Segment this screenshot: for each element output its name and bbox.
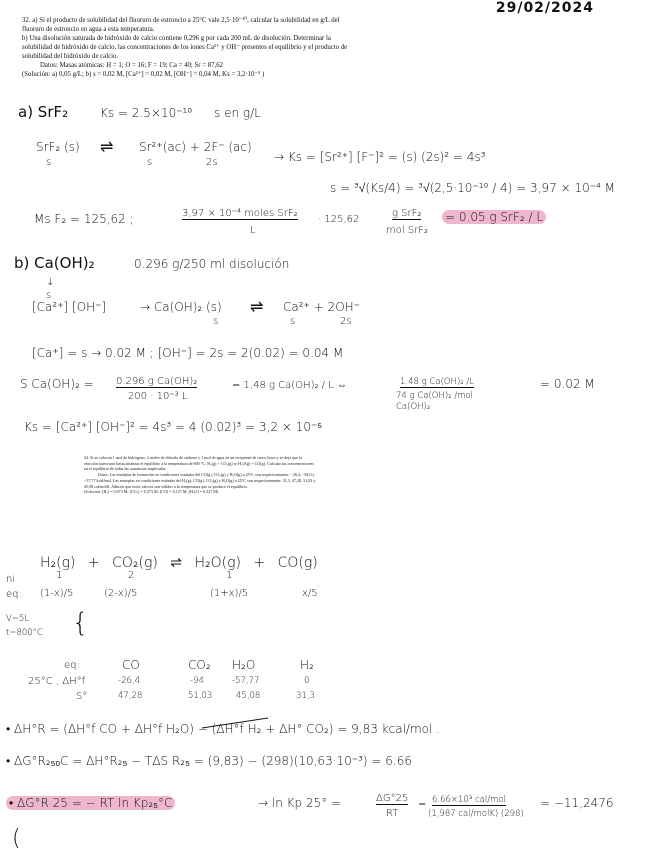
thermo-s-co2: 51,03	[188, 691, 213, 701]
part-b-s-3: 2s	[340, 316, 352, 327]
part-a-conv-denominator: L	[250, 225, 256, 236]
ni-h2o: 1	[226, 570, 233, 581]
part-a-molar-mass: Ms F₂ = 125,62 ;	[34, 212, 134, 226]
thermo-dhf-co2: -94	[190, 676, 204, 686]
part-a-s-1: s	[46, 157, 52, 168]
part-b-concentrations: [Ca²⁺] [OH⁻]	[32, 300, 107, 314]
thermo-dhf-co: -26,4	[118, 676, 140, 686]
ni-co2: 2	[128, 570, 135, 581]
eq-label: eq:	[6, 589, 22, 600]
part-b-eq-right: Ca²⁺ + 2OH⁻	[283, 300, 360, 314]
part-b-s-denominator: 200 · 10⁻³ L	[128, 391, 188, 402]
ni-h2: 1	[56, 570, 63, 581]
delta-h-line: • ΔH°R = (ΔH°f CO + ΔH°f H₂O) − (ΔH°f H₂ + ΔH° CO₂) = 9,83 kcal/mol .	[6, 722, 440, 736]
problem-32-data: Datos: Masas atómicas: H = 1; O = 16; F = 19; Ca = 40; Sr = 87,62	[40, 62, 224, 69]
delta-g-line: • ΔG°R₂₅ₒC = ΔH°R₂₅ − TΔS R₂₅ = (9,83) − (298)(10,63·10⁻³) = 6.66	[6, 754, 413, 768]
part-b-s-label: S Ca(OH)₂ =	[20, 377, 94, 391]
problem-32-part-a: 32. a) Si el producto de solubilidad del fluoruro de estroncio a 25°C vale 2,5·10⁻¹⁰, calcular la solubilidad en g/L del fluoruro de estroncio en agua a esta temperatura.	[22, 17, 340, 33]
part-a-eq-left: SrF₂ (s)	[36, 140, 80, 154]
thermo-header-label: eq:	[64, 660, 80, 671]
part-b-s-mid: = 1,48 g Ca(OH)₂ / L ⇔	[232, 380, 347, 391]
lnk-mid: → ln Kp 25° =	[258, 796, 342, 810]
part-b-s-2: s	[290, 316, 296, 327]
thermo-dhf-h2: 0	[304, 676, 310, 686]
part-b-eq-arrow: ⇌	[250, 297, 264, 316]
problem-34-solution: (Solución: [H₂] = 0,073 M; [CO₂] = 0,273 M; [CO] = 0,127 M; [H₂O] = 0,327 M)	[84, 489, 219, 495]
part-a-ask: s en g/L	[214, 106, 261, 120]
part-b-s-numerator-2: 1.48 g Ca(OH)₂ /L	[400, 377, 474, 387]
thermo-col-h2o: H₂O	[232, 658, 256, 672]
part-a-heading: a) SrF₂	[18, 103, 69, 121]
eq-co2: (2-x)/5	[104, 588, 138, 599]
thermo-row1-label: 25°C , ΔH°f	[28, 676, 86, 687]
thermo-s-h2o: 45,08	[236, 691, 261, 701]
eq-h2: (1-x)/5	[40, 588, 74, 599]
part-a-conv-numerator: 3,97 × 10⁻⁴ moles SrF₂	[182, 208, 298, 219]
thermo-col-co: CO	[122, 658, 140, 672]
equilibrium-reaction: H₂(g) + CO₂(g) ⇌ H₂O(g) + CO(g)	[40, 555, 318, 571]
part-b-ks-line: Ks = [Ca²⁺] [OH⁻]² = 4s³ = 4 (0.02)³ = 3,2 × 10⁻⁵	[24, 420, 323, 434]
problem-34-data: Datos: Las entalpías de formación en condiciones estándar del CO(g), CO₂(g) y H₂O(g) a 25°C son respectivamente: −26,4, −94,0 y −57,77 kcal/mol. Las entropías en condiciones estándar del H₂(g), CO(g), CO₂(g) y H₂O(g) a 25°C son respectivamente: 31,3, 47,28, 51,03 y 45,08 cal/molK. Admitir que estos valores son válidos a la temperatura que se produce el equilibrio.	[84, 472, 316, 489]
lnk-denominator: RT	[386, 808, 399, 819]
part-b-heading: b) Ca(OH)₂	[14, 254, 95, 272]
volume: V=5L	[6, 614, 30, 624]
part-a-ks-expression: → Ks = [Sr²⁺] [F⁻]² = (s) (2s)² = 4s³	[274, 150, 486, 164]
part-b-arrow-s: ↓ s	[46, 277, 55, 301]
part-a-conv-numerator-2: g SrF₂	[392, 208, 422, 219]
part-a-result-highlight: = 0.05 g SrF₂ / L	[442, 210, 546, 224]
part-a-eq-right: Sr²⁺(ac) + 2F⁻ (ac)	[139, 140, 252, 154]
strike-through-h2	[202, 718, 268, 728]
part-a-conv-denominator-2: mol SrF₂	[386, 225, 429, 236]
part-a-eq-arrow: ⇌	[100, 137, 114, 156]
thermo-s-co: 47,28	[118, 691, 143, 701]
part-a-ks: Ks = 2.5×10⁻¹⁰	[100, 106, 193, 120]
lnk-result: = −11,2476	[540, 796, 614, 810]
lnk-denominator-2: (1,987 cal/molK) (298)	[428, 809, 524, 819]
part-b-s-numerator: 0.296 g Ca(OH)₂	[116, 376, 198, 387]
part-b-s-denominator-2: 74 g Ca(OH)₂ /mol Ca(OH)₂	[396, 391, 473, 412]
part-a-s-2: s	[147, 157, 153, 168]
brace: {	[72, 608, 89, 638]
part-b-given: 0.296 g/250 ml disolución	[134, 257, 290, 271]
part-a-conv-mid: · 125,62	[318, 214, 360, 225]
problem-32-solution: (Solución: a) 0,05 g/L; b) s = 0,02 M, [Ca²⁺] = 0,02 M, [OH⁻] = 0,04 M, Ks = 3,2·10⁻⁵ )	[22, 71, 265, 78]
date: 29/02/2024	[495, 0, 594, 16]
lnk-equals: =	[418, 799, 427, 810]
thermo-row2-label: S°	[76, 691, 88, 702]
lnk-numerator: ΔG°25	[376, 793, 409, 804]
part-a-s-expression: s = ³√(Ks/4) = ³√(2,5·10⁻¹⁰ / 4) = 3,97 × 10⁻⁴ M	[330, 181, 616, 195]
part-a-s-3: 2s	[206, 157, 218, 168]
ni-label: ni	[6, 574, 16, 585]
eq-co: x/5	[302, 588, 318, 599]
part-b-eq-left: → Ca(OH)₂ (s)	[140, 300, 222, 314]
part-b-conc-values: [Ca⁺] = s → 0.02 M ; [OH⁻] = 2s = 2(0.02) = 0.04 M	[32, 346, 344, 360]
part-b-s-1: s	[213, 316, 219, 327]
problem-32-part-b: b) Una disolución saturada de hidróxido de calcio contiene 0,296 g por cada 200 mL de disolución. Determinar la solubilidad de hidróxido de calcio, las concentraciones de los iones Ca²⁺ y OH⁻ presentes el equilibrio y el producto de solubilidad del hidróxido de calcio.	[22, 35, 348, 60]
part-b-s-result: = 0.02 M	[540, 377, 595, 391]
thermo-col-co2: CO₂	[188, 658, 211, 672]
problem-34-text: 34. Si se colocan 1 mol de hidrógeno, 2 moles de dióxido de carbono y 1 mol de agua en un recipiente de cinco litros y se deja que la reacción transcurra hasta alcanzar el equilibrio a la temperatura de 800 °C: H₂(g) + CO₂(g) ⇌ H₂O(g) + CO(g). Calcular las concentraciones en el equilibrio de todas las sustancias implicadas.	[84, 455, 314, 472]
eq-h2o: (1+x)/5	[210, 588, 249, 599]
lnk-numerator-2: 6.66×10³ cal/mol	[432, 795, 506, 805]
thermo-col-h2: H₂	[300, 658, 314, 672]
thermo-s-h2: 31,3	[296, 691, 315, 701]
lnk-left-highlight: • ΔG°R 25 = − RT ln Kp₂₅°C	[6, 796, 175, 810]
temperature: t=800°C	[6, 628, 43, 638]
open-paren: (	[12, 826, 21, 851]
thermo-dhf-h2o: -57,77	[232, 676, 260, 686]
